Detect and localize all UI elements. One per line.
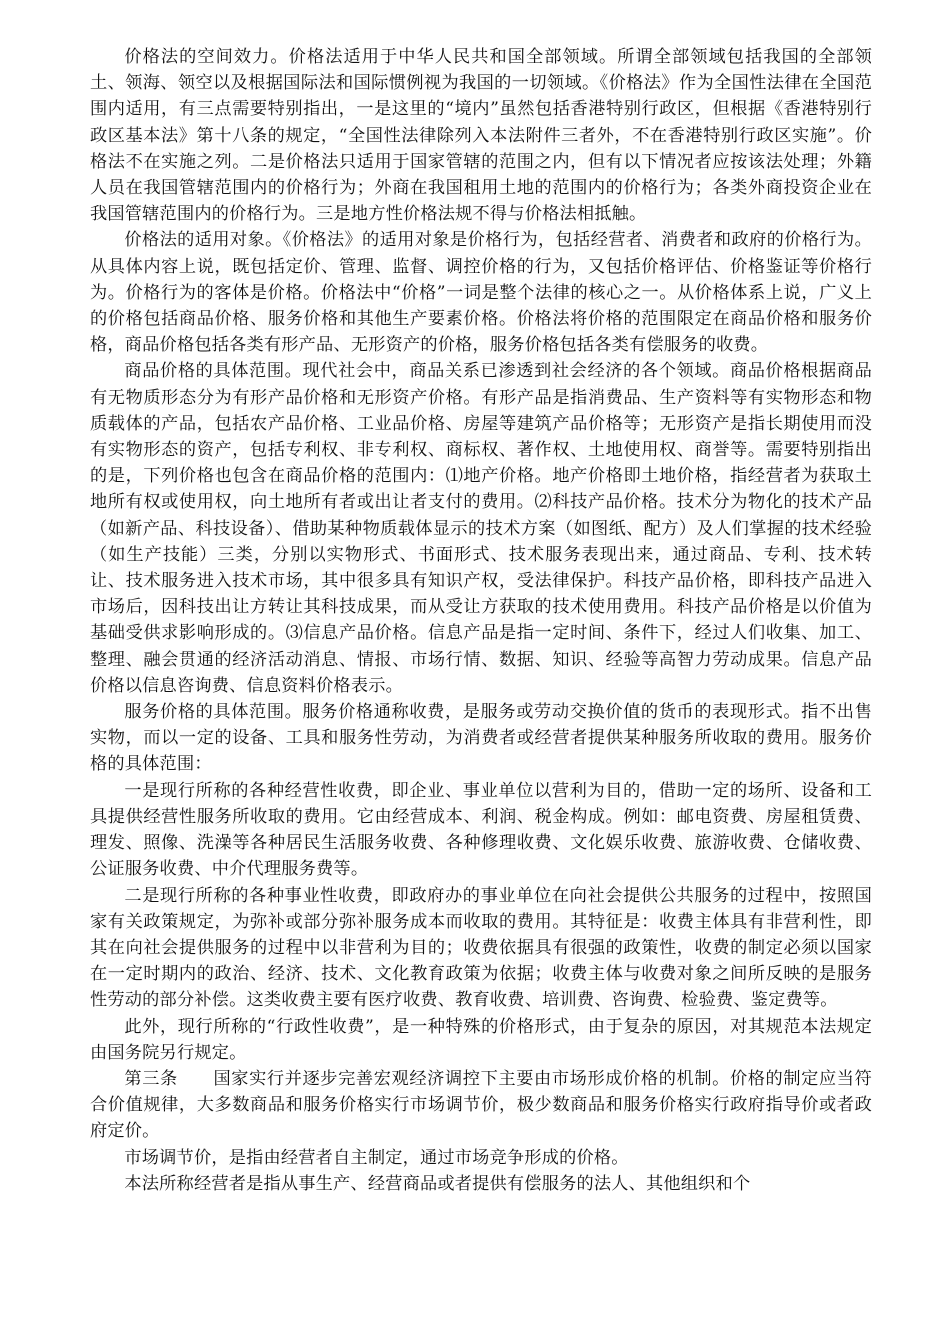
paragraph-commodity-price-scope: 商品价格的具体范围。现代社会中，商品关系已渗透到社会经济的各个领域。商品价格根据商品有无物质形态分为有形产品价格和无形资产价格。有形产品是指消费品、生产资料等有实物形态和物质载体的产品，包括农产品价格、工业品价格、房屋等建筑产品价格等；无形资产是指长期使用而没有实物形态的资产，包括专利权、非专利权、商标权、著作权、土地使用权、商誉等。需要特别指出的是，下列价格也包含在商品价格的范围内：⑴地产价格。地产价格即土地价格，指经营者为获取土地所有权或使用权，向土地所有者或出让者支付的费用。⑵科技产品价格。技术分为物化的技术产品（如新产品、科技设备）、借助某种物质载体显示的技术方案（如图纸、配方）及人们掌握的技术经验（如生产技能）三类，分别以实物形式、书面形式、技术服务表现出来，通过商品、专利、技术转让、技术服务进入技术市场，其中很多具有知识产权，受法律保护。科技产品价格，即科技产品进入市场后，因科技出让方转让其科技成果，而从受让方获取的技术使用费用。科技产品价格是以价值为基础受供求影响形成的。⑶信息产品价格。信息产品是指一定时间、条件下，经过人们收集、加工、整理、融会贯通的经济活动消息、情报、市场行情、数据、知识、经验等高智力劳动成果。信息产品价格以信息咨询费、信息资料价格表示。 — [90, 361, 872, 696]
article-body: 国家实行并逐步完善宏观经济调控下主要由市场形成价格的机制。价格的制定应当符合价值规律，大多数商品和服务价格实行市场调节价，极少数商品和服务价格实行政府指导价或者政府定价。 — [90, 1068, 872, 1142]
article-three — [90, 1066, 872, 1145]
document-page — [90, 44, 872, 1197]
paragraph-public-service-fees: 二是现行所称的各种事业性收费，即政府办的事业单位在向社会提供公共服务的过程中，按照国家有关政策规定，为弥补或部分弥补服务成本而收取的费用。其特征是：收费主体具有非营利性，即其在向社会提供服务的过程中以非营利为目的；收费依据具有很强的政策性，收费的制定必须以国家在一定时期内的政治、经济、技术、文化教育政策为依据；收费主体与收费对象之间所反映的是服务性劳动的部分补偿。这类收费主要有医疗收费、教育收费、培训费、咨询费、检验费、鉴定费等。 — [90, 885, 872, 1011]
paragraph-operator-definition: 本法所称经营者是指从事生产、经营商品或者提供有偿服务的法人、其他组织和个 — [124, 1173, 751, 1194]
paragraph-spatial-effect: 价格法的空间效力。价格法适用于中华人民共和国全部领域。所谓全部领域包括我国的全部领土、领海、领空以及根据国际法和国际惯例视为我国的一切领域。《价格法》作为全国性法律在全国范围内适用，有三点需要特别指出，一是这里的“境内”虽然包括香港特别行政区，但根据《香港特别行政区基本法》第十八条的规定，“全国性法律除列入本法附件三者外，不在香港特别行政区实施”。价格法不在实施之列。二是价格法只适用于国家管辖的范围之内，但有以下情况者应按该法处理；外籍人员在我国管辖范围内的价格行为；外商在我国租用土地的范围内的价格行为；各类外商投资企业在我国管辖范围内的价格行为。三是地方性价格法规不得与价格法相抵触。 — [90, 47, 872, 225]
paragraph-operating-fees: 一是现行所称的各种经营性收费，即企业、事业单位以营利为目的，借助一定的场所、设备和工具提供经营性服务所收取的费用。它由经营成本、利润、税金构成。例如：邮电资费、房屋租赁费、理发、照像、洗澡等各种居民生活服务收费、各种修理收费、文化娱乐收费、旅游收费、仓储收费、公证服务收费、中介代理服务费等。 — [90, 780, 872, 880]
paragraph-administrative-fees: 此外，现行所称的“行政性收费”，是一种特殊的价格形式，由于复杂的原因，对其规范本法规定由国务院另行规定。 — [90, 1016, 872, 1063]
article-heading: 第三条 — [124, 1068, 178, 1089]
paragraph-service-price-scope: 服务价格的具体范围。服务价格通称收费，是服务或劳动交换价值的货币的表现形式。指不出售实物，而以一定的设备、工具和服务性劳动，为消费者或经营者提供某种服务所收取的费用。服务价格的具体范围： — [90, 702, 872, 775]
paragraph-applicable-objects: 价格法的适用对象。《价格法》的适用对象是价格行为，包括经营者、消费者和政府的价格行为。从具体内容上说，既包括定价、管理、监督、调控价格的行为，又包括价格评估、价格鉴证等价格行为。价格行为的客体是价格。价格法中“价格”一词是整个法律的核心之一。从价格体系上说，广义上的价格包括商品价格、服务价格和其他生产要素价格。价格法将价格的范围限定在商品价格和服务价格，商品价格包括各类有形产品、无形资产的价格，服务价格包括各类有偿服务的收费。 — [90, 230, 872, 356]
paragraph-market-price: 市场调节价，是指由经营者自主制定，通过市场竞争形成的价格。 — [124, 1147, 629, 1168]
